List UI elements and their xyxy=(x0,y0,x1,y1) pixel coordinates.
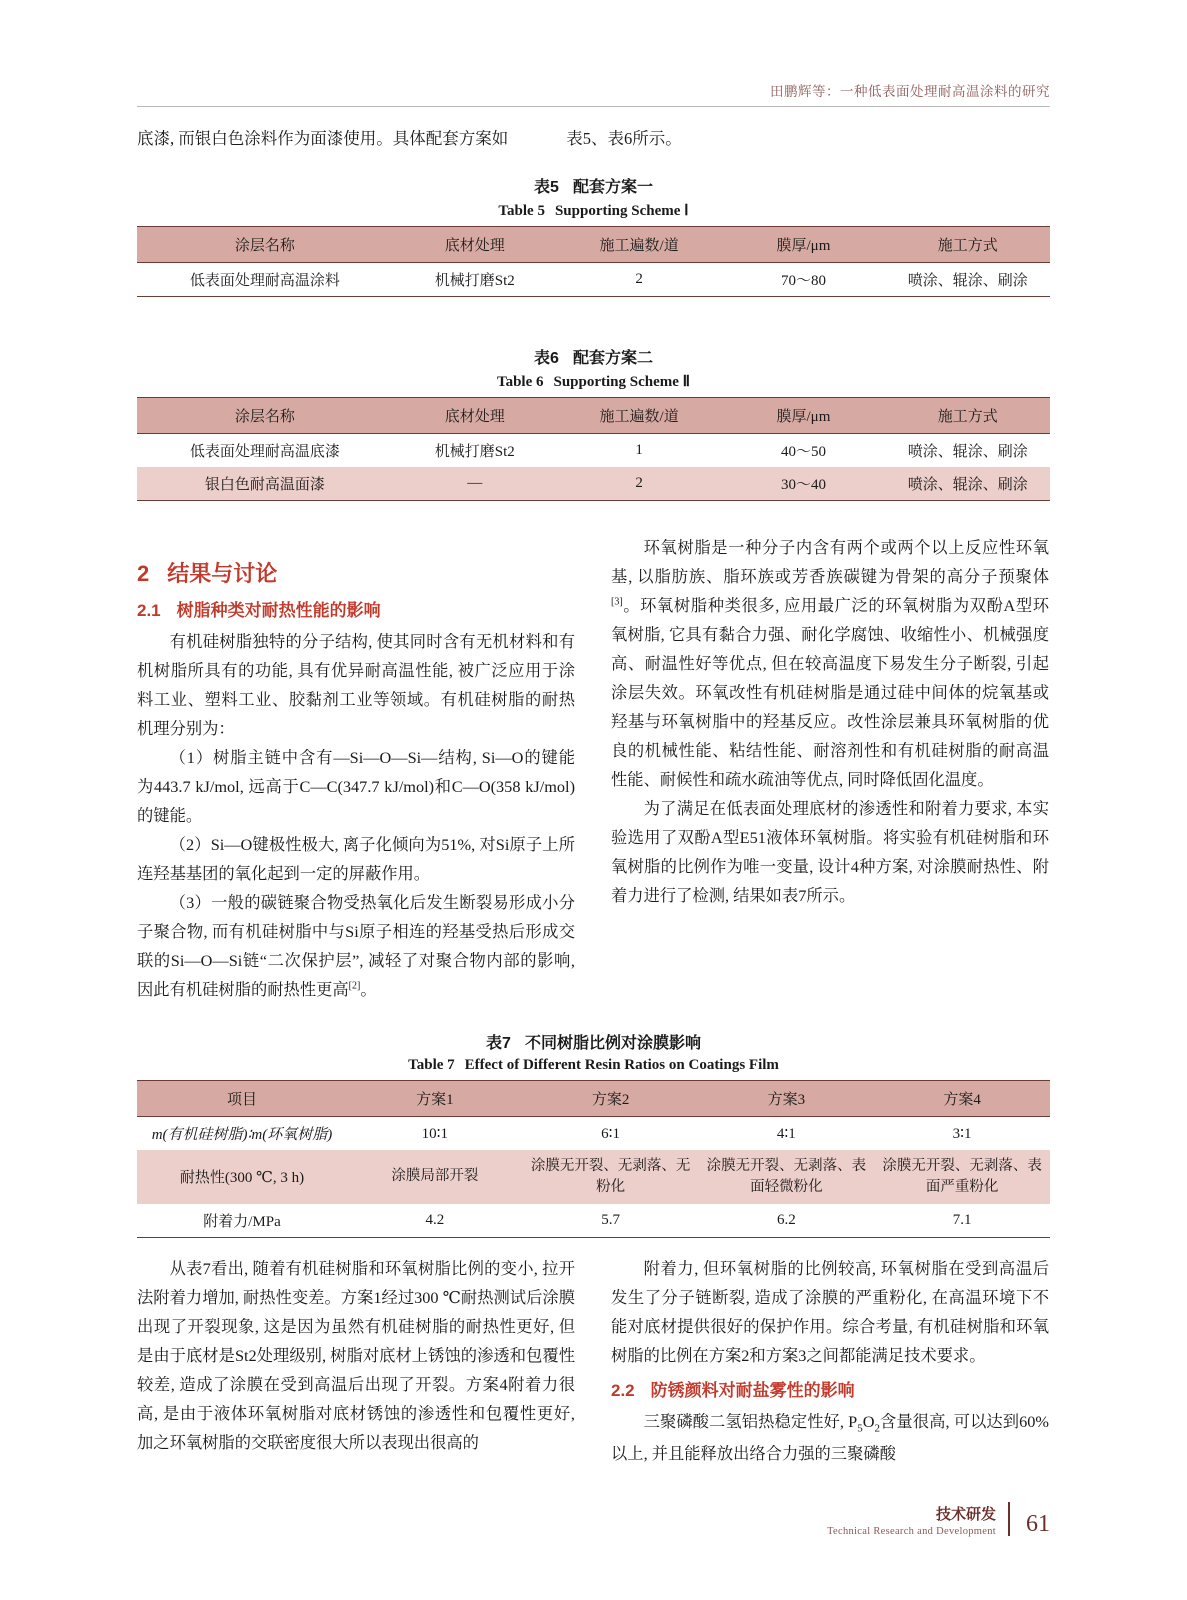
paragraph-experiment-design: 为了满足在低表面处理底材的渗透性和附着力要求, 本实验选用了双酚A型E51液体环氧树脂。将实验有机硅树脂和环氧树脂的比例作为唯一变量, 设计4种方案, 对涂膜耐热性、附着力进行了检测, 结果如表7所示。 xyxy=(611,798,1049,905)
paragraph-epoxy-rest: 。环氧树脂种类很多, 应用最广泛的环氧树脂为双酚A型环氧树脂, 它具有黏合力强、耐化学腐蚀、收缩性小、机械强度高、耐温性好等优点, 但在较高温度下易发生分子断裂, 引起涂层失效。环氧改性有机硅树脂是通过硅中间体的烷氧基或羟基与环氧树脂中的羟基反应。改性涂层兼具环氧树脂的优良的机械性能、粘结性能、耐溶剂性和有机硅树脂的耐高温性能、耐候性和疏水疏油等优点, 同时降低固化温度。 xyxy=(611,595,1049,789)
table6-caption-cn: 配套方案二 xyxy=(572,349,653,367)
table5-cell: 70～80 xyxy=(721,262,885,296)
table6-num-cn: 表6 xyxy=(534,349,559,367)
intro-part2: 表5、表6所示。 xyxy=(566,129,682,148)
table7-cell: 4.2 xyxy=(347,1204,523,1238)
intro-paragraph xyxy=(137,125,1050,154)
paragraph-pigment-b: O xyxy=(862,1411,875,1431)
table6-title-en xyxy=(137,372,1050,391)
table7-cell: 涂膜无开裂、无剥落、无粉化 xyxy=(523,1150,699,1204)
table5-cell: 低表面处理耐高温涂料 xyxy=(137,262,393,296)
table7-num-cn: 表7 xyxy=(486,1034,511,1052)
table6-header-cell: 底材处理 xyxy=(393,397,557,433)
citation-ref-3: [3] xyxy=(611,596,623,608)
table6-cell: 30～40 xyxy=(721,467,885,501)
table7-cell: 5.7 xyxy=(523,1204,699,1238)
table6-caption-en: Supporting Scheme Ⅱ xyxy=(553,373,691,390)
subsection-title: 防锈颜料对耐盐雾性的影响 xyxy=(650,1380,855,1400)
table7-header-cell: 方案3 xyxy=(698,1080,874,1116)
paragraph-resin-structure: 有机硅树脂独特的分子结构, 使其同时含有无机材料和有机树脂所具有的功能, 具有优异耐高温性能, 被广泛应用于涂料工业、塑料工业、胶黏剂工业等领域。有机硅树脂的耐热机理分别为： xyxy=(137,631,575,738)
table-row xyxy=(137,433,1050,467)
citation-ref-2: [2] xyxy=(348,980,361,992)
table6-cell: 低表面处理耐高温底漆 xyxy=(189,443,340,460)
table7-cell: 涂膜局部开裂 xyxy=(347,1150,523,1204)
table7-row-label: 耐热性(300 ℃, 3 h) xyxy=(137,1150,347,1204)
table6-header-cell: 施工遍数/道 xyxy=(557,397,721,433)
table7-caption-en: Effect of Different Resin Ratios on Coatings Film xyxy=(464,1056,779,1073)
table7-cell: 7.1 xyxy=(874,1204,1050,1238)
table7-header-cell: 方案1 xyxy=(347,1080,523,1116)
table5-cell: 喷涂、辊涂、刷涂 xyxy=(886,262,1050,296)
table6-cell: — xyxy=(393,467,557,501)
paragraph-pigment-c: 含量很高, 可以达到60%以上, 并且能释放出络合力强的三聚磷酸 xyxy=(611,1411,1049,1463)
page-footer xyxy=(827,1502,1050,1538)
table5-block xyxy=(137,174,1050,297)
table5 xyxy=(137,226,1050,297)
footer-title-cn: 技术研发 xyxy=(935,1506,996,1524)
table7-block xyxy=(137,1030,1050,1238)
table6-header-cell: 膜厚/μm xyxy=(721,397,885,433)
paragraph-epoxy-text: 环氧树脂是一种分子内含有两个或两个以上反应性环氧基, 以脂肪族、脂环族或芳香族碳键为骨架的高分子预聚体 xyxy=(611,537,1049,586)
table6-block xyxy=(137,345,1050,501)
paragraph-mechanism-2: （2）Si—O键极性极大, 离子化倾向为51%, 对Si原子上所连羟基基团的氧化起到一定的屏蔽作用。 xyxy=(137,834,575,883)
subsection-heading-2-1 xyxy=(137,596,575,621)
table-row xyxy=(137,1116,1050,1150)
table5-cell: 机械打磨St2 xyxy=(393,262,557,296)
table5-num-cn: 表5 xyxy=(534,178,559,196)
table5-num-en: Table 5 xyxy=(498,202,545,219)
table6-cell: 1 xyxy=(635,441,643,458)
table-row xyxy=(137,262,1050,296)
table6-num-en: Table 6 xyxy=(496,373,544,390)
table7-cell: 涂膜无开裂、无剥落、表面轻微粉化 xyxy=(698,1150,874,1204)
table6-cell: 2 xyxy=(557,467,721,501)
page-content xyxy=(137,80,1050,1468)
subsection-heading-2-2 xyxy=(611,1376,1049,1401)
table5-header-row xyxy=(137,226,1050,262)
table5-cell: 2 xyxy=(557,262,721,296)
table5-title-cn xyxy=(137,174,1050,197)
section-number: 2 xyxy=(137,560,150,586)
bottom-right-column xyxy=(611,1254,1049,1468)
table7-caption-cn: 不同树脂比例对涂膜影响 xyxy=(524,1034,701,1052)
paragraph-discussion-right: 附着力, 但环氧树脂的比例较高, 环氧树脂在受到高温后发生了分子链断裂, 造成了涂膜的严重粉化, 在高温环境下不能对底材提供很好的保护作用。综合考量, 有机硅树脂和环氧树脂的比例在方案2和方案3之间都能满足技术要求。 xyxy=(611,1258,1049,1365)
footer-divider xyxy=(1008,1502,1010,1536)
table6-title-cn xyxy=(137,345,1050,368)
table7-row-label: 附着力/MPa xyxy=(137,1204,347,1238)
subsection-title: 树脂种类对耐热性能的影响 xyxy=(176,600,381,620)
table5-header-cell: 膜厚/μm xyxy=(721,226,885,262)
paragraph-mechanism-1: （1）树脂主链中含有—Si—O—Si—结构, Si—O的键能为443.7 kJ/mol, 远高于C—C(347.7 kJ/mol)和C—O(358 kJ/mol)的键能。 xyxy=(137,747,575,825)
table5-caption-cn: 配套方案一 xyxy=(572,178,653,196)
page-number: 61 xyxy=(1026,1511,1050,1537)
table7 xyxy=(137,1080,1050,1238)
header-rule xyxy=(137,106,1050,107)
table7-row-label: m(有机硅树脂)∶m(环氧树脂) xyxy=(151,1126,333,1143)
table7-title-en xyxy=(137,1057,1050,1074)
table7-cell: 6.2 xyxy=(698,1204,874,1238)
table6-header-row xyxy=(137,397,1050,433)
table-row xyxy=(137,1150,1050,1204)
paragraph-discussion-left: 从表7看出, 随着有机硅树脂和环氧树脂比例的变小, 拉开法附着力增加, 耐热性变差。方案1经过300 ℃耐热测试后涂膜出现了开裂现象, 这是因为虽然有机硅树脂的耐热性更好, 但是由于底材是St2处理级别, 树脂对底材上锈蚀的渗透和包覆性较差, 造成了涂膜在受到高温后出现了开裂。方案4附着力很高, 是由于液体环氧树脂对底材锈蚀的渗透性和包覆性更好, 加之环氧树脂的交联密度很大所以表现出很高的 xyxy=(137,1258,575,1452)
subscript-5: 5 xyxy=(857,1422,863,1435)
table7-title-cn xyxy=(137,1030,1050,1053)
table-row xyxy=(137,1204,1050,1238)
table5-title-en xyxy=(137,201,1050,220)
table7-cell: 6∶1 xyxy=(601,1125,621,1142)
table5-header-cell: 涂层名称 xyxy=(137,226,393,262)
table5-header-cell: 施工遍数/道 xyxy=(557,226,721,262)
table7-cell: 3∶1 xyxy=(952,1125,972,1142)
table5-header-cell: 底材处理 xyxy=(393,226,557,262)
table7-cell: 10∶1 xyxy=(421,1125,449,1142)
right-column xyxy=(611,531,1049,1004)
table7-num-en: Table 7 xyxy=(408,1056,455,1073)
table6 xyxy=(137,397,1050,501)
left-column xyxy=(137,531,575,1004)
table7-header-cell: 方案2 xyxy=(523,1080,699,1116)
section-title: 结果与讨论 xyxy=(167,560,278,586)
table6-cell: 喷涂、辊涂、刷涂 xyxy=(886,467,1050,501)
footer-label xyxy=(827,1506,996,1538)
subscript-2: 2 xyxy=(874,1422,880,1435)
paragraph-mechanism-3 xyxy=(137,888,575,1004)
table6-cell: 银白色耐高温面漆 xyxy=(137,467,393,501)
paragraph-mechanism-3-end: 。 xyxy=(360,979,377,999)
subsection-number: 2.2 xyxy=(611,1380,635,1400)
paragraph-mechanism-3-text: （3）一般的碳链聚合物受热氧化后发生断裂易形成小分子聚合物, 而有机硅树脂中与Si原子相连的羟基受热后形成交联的Si—O—Si链“二次保护层”, 减轻了对聚合物内部的影响, 因此有机硅树脂的耐热性更高 xyxy=(137,892,575,999)
intro-part1: 底漆, 而银白色涂料作为面漆使用。具体配套方案如 xyxy=(137,129,509,148)
running-head: 田鹏辉等：一种低表面处理耐高温涂料的研究 xyxy=(770,84,1050,99)
table6-cell: 40～50 xyxy=(780,443,826,460)
footer-title-en: Technical Research and Development xyxy=(827,1525,996,1537)
paragraph-pigment xyxy=(611,1407,1049,1468)
bottom-left-column xyxy=(137,1254,575,1468)
table6-cell: 机械打磨St2 xyxy=(434,443,515,460)
table6-cell: 喷涂、辊涂、刷涂 xyxy=(907,443,1028,460)
table7-cell: 4∶1 xyxy=(776,1125,796,1142)
section-heading-2 xyxy=(137,557,575,588)
main-columns xyxy=(137,531,1050,1004)
table7-header-cell: 项目 xyxy=(137,1080,347,1116)
table6-header-cell: 涂层名称 xyxy=(137,397,393,433)
table5-header-cell: 施工方式 xyxy=(886,226,1050,262)
paragraph-pigment-a: 三聚磷酸二氢铝热稳定性好, P xyxy=(643,1411,858,1431)
table7-header-row xyxy=(137,1080,1050,1116)
bottom-columns xyxy=(137,1254,1050,1468)
table7-cell: 涂膜无开裂、无剥落、表面严重粉化 xyxy=(874,1150,1050,1204)
subsection-number: 2.1 xyxy=(137,600,161,620)
table5-caption-en: Supporting Scheme Ⅰ xyxy=(554,202,689,219)
table6-header-cell: 施工方式 xyxy=(886,397,1050,433)
table7-header-cell: 方案4 xyxy=(874,1080,1050,1116)
table-row xyxy=(137,467,1050,501)
paragraph-epoxy xyxy=(611,533,1049,794)
